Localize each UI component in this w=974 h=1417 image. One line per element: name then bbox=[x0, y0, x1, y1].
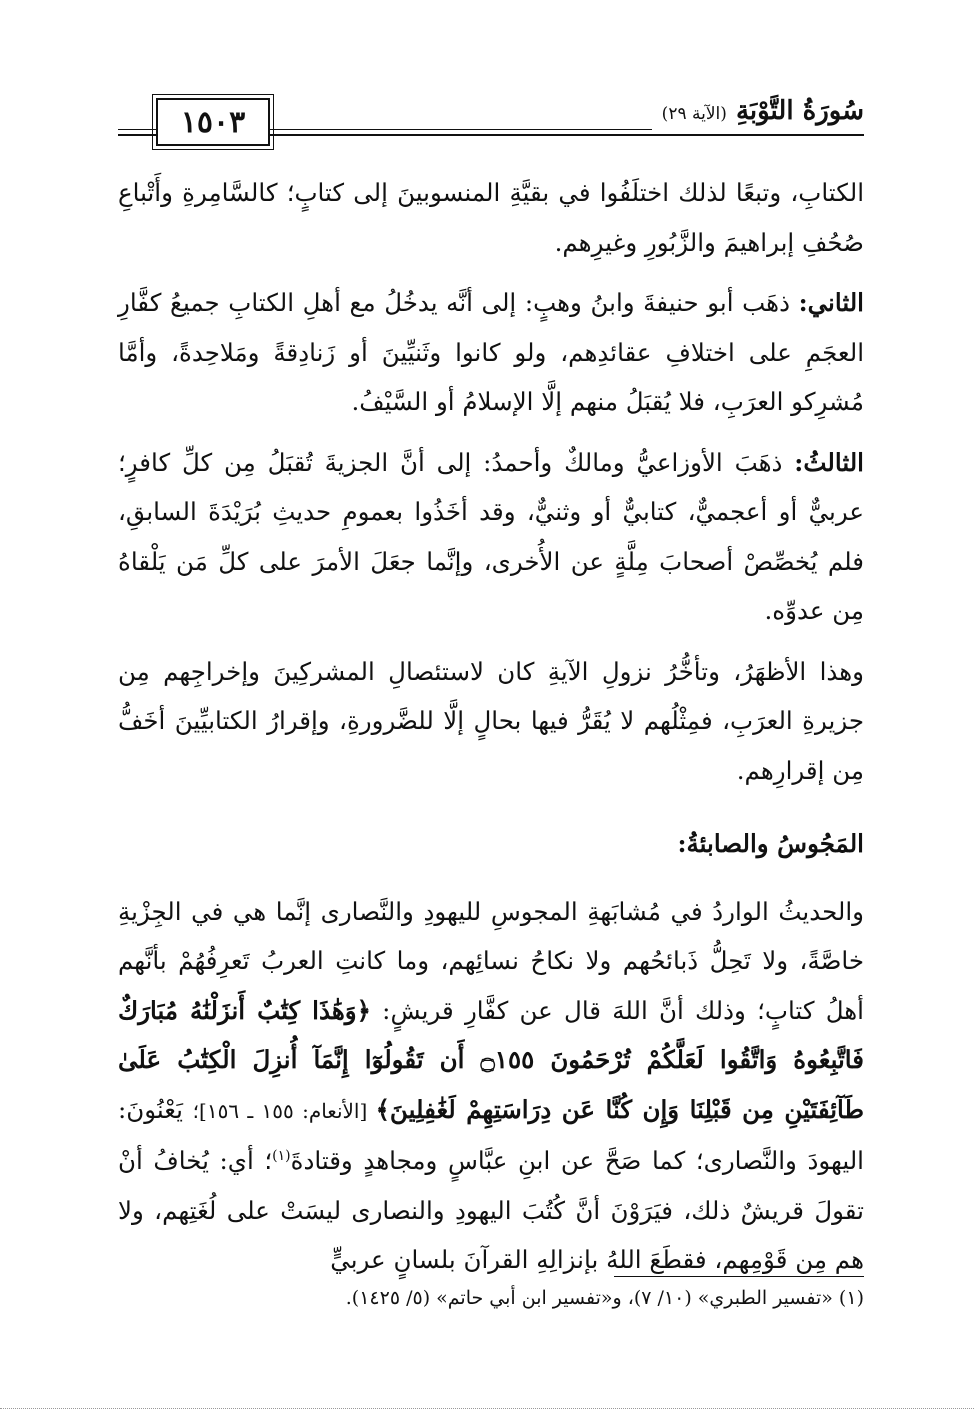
quran-quote: ﴿وَهَٰذَا كِتَٰبٌ أَنزَلْنَٰهُ مُبَارَكٌ فَاتَّبِعُوهُ وَاتَّقُوا لَعَلَّكُمْ تُرْحَمُونَ ۝١٥٥ أَن تَقُولُوٓا إِنَّمَآ أُنزِلَ الْكِتَٰبُ عَلَىٰ طَآئِفَتَيْنِ مِن قَبْلِنَا وَإِن كُنَّا عَن دِرَاسَتِهِمْ لَغَٰفِلِينَ﴾ bbox=[118, 995, 865, 1124]
paragraph-text: يَعْنُونَ: اليهودَ والنَّصارى؛ كما صَحَّ عن ابنِ عبَّاسٍ ومجاهدٍ وقتادةَ bbox=[118, 1094, 864, 1175]
quran-reference: [الأنعام: ١٥٥ ـ ١٥٦]؛ bbox=[192, 1098, 376, 1123]
paragraph-5 bbox=[118, 887, 864, 1285]
paragraph-3 bbox=[118, 438, 864, 636]
footnote-marker: (١) bbox=[272, 1147, 291, 1164]
section-heading: المَجُوسُ والصابئةُ: bbox=[677, 829, 864, 858]
paragraph-1: الكتابِ، وتبعًا لذلك اختلَفُوا في بقيَّةِ المنسوبينَ إلى كتابٍ؛ كالسَّامِرةِ وأَتْباعِ صُحُفِ إبراهيمَ والزَّبُورِ وغيرِهم. bbox=[118, 178, 864, 257]
page-number: ١٥٠٣ bbox=[156, 98, 270, 146]
page-header bbox=[118, 92, 864, 152]
body-text bbox=[118, 168, 864, 1285]
footnote-separator bbox=[614, 1276, 864, 1277]
surah-name: سُورَةُ التَّوْبَةِ bbox=[735, 96, 864, 126]
surah-title bbox=[652, 94, 864, 131]
paragraph-text: والحديثُ الواردُ في مُشابَهةِ المجوسِ لليهودِ والنَّصارى إنَّما هي في الجِزْيةِ خاصَّةً، ولا تَحِلُّ ذَبائحُهم ولا نكاحُ نسائِهم، وما كانتِ العربُ تَعرِفُهُمْ بأنَّهم أهلُ كتابٍ؛ وذلك أنَّ اللهَ قال عن كفَّارِ قريشٍ: bbox=[118, 896, 864, 1025]
paragraph-4: وهذا الأظهَرُ، وتأخُّرُ نزولِ الآيةِ كان لاستئصالِ المشركِينَ وإخراجِهم مِن جزيرةِ العرَبِ، فمِثْلُهم لا يُقَرُّ فيها بحالٍ إلَّا للضَّرورةِ، وإقرارُ الكتابيِّينَ أخَفُّ مِن إقرارِهم. bbox=[118, 656, 864, 785]
footnote: (١) «تفسير الطبري» (١٠/ ٧)، و«تفسير ابن أبي حاتم» (٥/ ١٤٢٥). bbox=[345, 1287, 864, 1309]
paragraph-text: ذهَب أبو حنيفةَ وابنُ وهبٍ: إلى أنَّه يدخُلُ مع أهلِ الكتابِ جميعُ كفَّارِ العجَمِ على اختلافِ عقائدِهم، ولو كانوا وثَنيِّينَ أو زَنادِقةً ومَلاحِدةً، وأمَّا مُشرِكو العرَبِ، فلا يُقبَلُ منهم إلَّا الإسلامُ أو السَّيْفُ. bbox=[118, 288, 864, 416]
paragraph-text: ؛ أي: يُخافُ أنْ تقولَ قريشٌ ذلك، فيَرَوْنَ أنَّ كُتُبَ اليهودِ والنصارى ليسَتْ على لُغَتِهم، ولا هم مِن قَوْمِهم، فقطَعَ اللهُ بإنزالِهِ القرآنَ بلسانٍ عربيٍّ bbox=[118, 1146, 864, 1274]
paragraph-text: ذهَبَ الأوزاعيُّ ومالكٌ وأحمدُ: إلى أنَّ الجزيةَ تُقبَلُ مِن كلِّ كافرٍ؛ عربيٌّ أو أعجميٌّ، كتابيٌّ أو وثنيٌّ، وقد أخَذُوا بعمومِ حديثِ بُرَيْدَةَ السابقِ، فلم يُخصِّصْ أصحابَ مِلَّةٍ عن الأُخرى، وإنَّما جعَلَ الأمرَ على كلِّ مَن يَلْقاهُ مِن عدوِّه. bbox=[118, 447, 864, 625]
paragraph-label: الثاني: bbox=[798, 288, 864, 317]
verse-reference: (الآية ٢٩) bbox=[661, 104, 727, 124]
page-edge-dots bbox=[0, 1408, 974, 1409]
paragraph-label: الثالثُ: bbox=[794, 447, 864, 477]
paragraph-2 bbox=[118, 278, 864, 427]
